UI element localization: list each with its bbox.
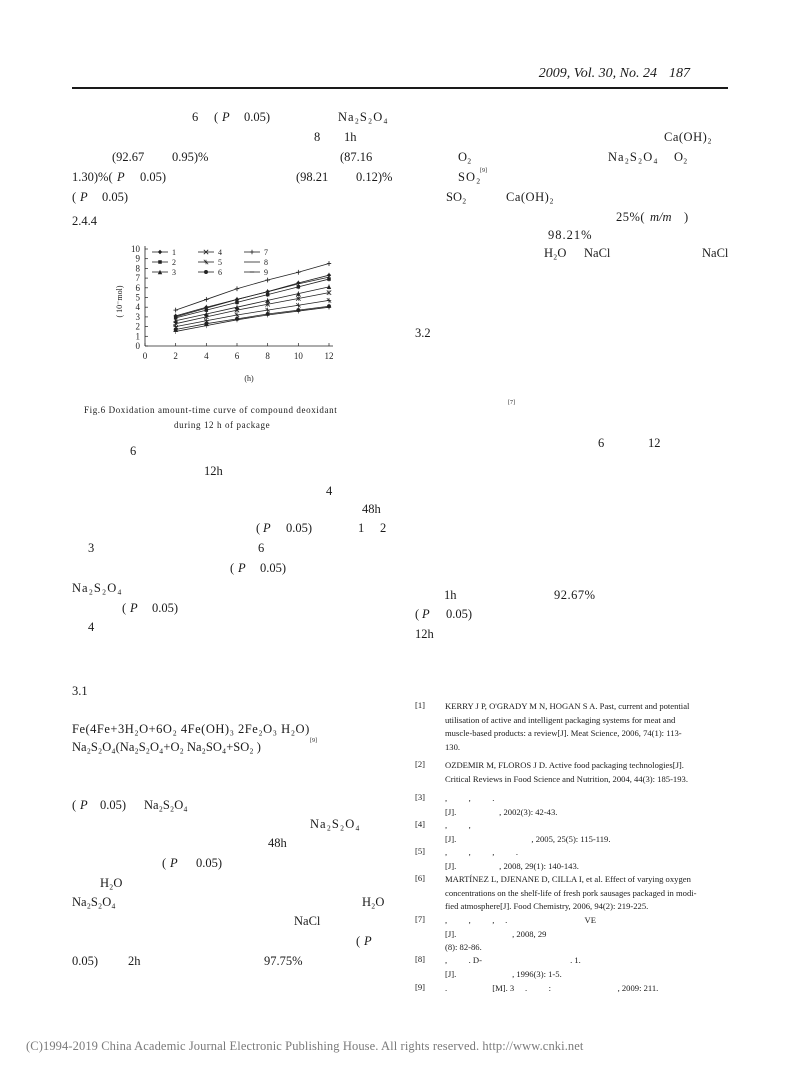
series-marker [296, 270, 300, 274]
legend-entry [244, 258, 268, 267]
text-fragment: 6 [598, 436, 605, 450]
text-fragment: 98.21% [548, 228, 593, 242]
series-line [176, 307, 329, 331]
section-number: 3.1 [72, 684, 88, 698]
text-fragment: (98.21 [296, 170, 329, 184]
text-fragment: 0.95)% [172, 150, 209, 164]
y-tick-label: 8 [135, 263, 140, 274]
text-fragment: ( [72, 798, 77, 812]
text-fragment: 12h [415, 627, 434, 641]
y-tick-label: 6 [135, 282, 140, 293]
text-fragment: 1.30)%( [72, 170, 113, 184]
legend-label: 6 [218, 268, 222, 277]
text-fragment: 1 [358, 521, 365, 535]
y-tick-label: 4 [135, 302, 140, 313]
p-value-symbol: P [222, 110, 230, 124]
text-fragment: ( [356, 934, 361, 948]
reference-line: . [M]. 3 . : , 2009: 211. [445, 983, 659, 993]
text-fragment: 0.05) [260, 561, 287, 575]
x-tick-label: 4 [204, 351, 209, 361]
chemical-formula: NaCl [294, 914, 321, 928]
text-fragment: 0.12)% [356, 170, 393, 184]
series-line [176, 279, 329, 318]
text-fragment: 0.05) [446, 607, 473, 621]
text-fragment: ( [214, 110, 219, 124]
y-tick-label: 9 [135, 253, 140, 264]
reference-number: [1] [415, 700, 426, 710]
text-fragment: 0.05) [140, 170, 167, 184]
text-fragment: m/m [650, 210, 672, 224]
series-marker [173, 308, 177, 312]
y-tick-label: 0 [135, 341, 140, 351]
reference-line: MARTÍNEZ L, DJENANE D, CILLA I, et al. Effect of varying oxygen [445, 874, 691, 884]
x-tick-label: 12 [324, 351, 334, 361]
text-fragment: 48h [362, 502, 381, 516]
reference-line: Critical Reviews in Food Science and Nutrition, 2004, 44(3): 185-193. [445, 773, 688, 784]
x-tick-label: 2 [173, 351, 178, 361]
reaction-equation-dithionite: Na₂S₂O₄(Na₂S₂O₄+O₂ Na₂SO₄+SO₂ ) [72, 740, 261, 754]
reference-line: fied atmosphere[J]. Food Chemistry, 2006, 94(2): 219-225. [445, 901, 649, 912]
text-fragment: 0.05) [100, 798, 127, 812]
text-fragment: 0.05) [72, 954, 99, 968]
series-marker [296, 303, 300, 307]
reference-number: [9] [415, 982, 426, 992]
reference-line: , , [445, 820, 471, 830]
copyright-footer: (C)1994-2019 China Academic Journal Electronic Publishing House. All rights reserved. http://www.cnki.net [26, 1039, 584, 1053]
reference-number: [5] [415, 846, 426, 856]
series-marker [158, 250, 162, 254]
chemical-formula: NaCl [702, 246, 729, 260]
chemical-formula: H₂O [544, 246, 567, 260]
section-number: 3.2 [415, 326, 431, 340]
x-axis-label: (h) [244, 374, 254, 383]
legend-entry [244, 268, 268, 277]
reference-line: , . D- . 1. [445, 955, 581, 965]
text-fragment: 97.75% [264, 954, 303, 968]
text-fragment: 1h [444, 588, 457, 602]
p-value-symbol: P [238, 561, 246, 575]
text-fragment: ( [162, 856, 167, 870]
text-fragment: 12 [648, 436, 661, 450]
legend-label: 3 [172, 268, 176, 277]
x-tick-label: 0 [142, 351, 148, 361]
header-rule [72, 87, 728, 89]
series-marker [204, 270, 208, 274]
y-tick-label: 3 [135, 311, 140, 322]
reference-line: 130. [445, 742, 461, 753]
citation: [9] [480, 168, 487, 174]
data-series-6 [174, 304, 331, 332]
text-fragment: 6 [192, 110, 199, 124]
legend-label: 4 [218, 248, 222, 257]
chemical-formula: SO₂ [446, 190, 467, 204]
reference-number: [3] [415, 792, 426, 802]
text-fragment: 2h [128, 954, 141, 968]
deoxidation-chart [100, 240, 350, 388]
reference-line: KERRY J P, O'GRADY M N, HOGAN S A. Past, current and potential [445, 701, 690, 711]
legend-entry [198, 268, 222, 277]
p-value-symbol: P [263, 521, 271, 535]
p-value-symbol: P [80, 190, 88, 204]
reference-line: (8): 82-86. [445, 942, 482, 953]
chemical-formula: Ca(OH)₂ [664, 130, 713, 144]
text-fragment: ( [72, 190, 77, 204]
p-value-symbol: P [130, 601, 138, 615]
text-fragment: 48h [268, 836, 287, 850]
y-tick-label: 5 [135, 292, 140, 303]
figure-caption-line-2: during 12 h of package [174, 420, 271, 430]
text-fragment: 4 [88, 620, 95, 634]
series-marker [204, 260, 208, 264]
chemical-formula: Na₂S₂O₄ [338, 110, 389, 124]
text-fragment: 92.67% [554, 588, 596, 602]
legend-entry [244, 248, 268, 257]
series-marker [265, 278, 269, 282]
reference-line: [J]. , 2005, 25(5): 115-119. [445, 833, 611, 844]
legend-entry [152, 248, 176, 257]
text-fragment: 2 [380, 521, 387, 535]
text-fragment: ( [122, 601, 127, 615]
legend-entry [152, 258, 176, 267]
chemical-formula: Na₂S₂O₄ [72, 581, 123, 595]
reference-number: [4] [415, 819, 426, 829]
data-series-2 [174, 277, 331, 321]
text-fragment: ( [230, 561, 235, 575]
text-fragment: 25%( [616, 210, 646, 224]
y-tick-label: 10 [131, 244, 140, 254]
legend-label: 8 [264, 258, 268, 267]
text-fragment: (87.16 [340, 150, 373, 164]
series-marker [250, 250, 254, 254]
text-fragment: 1h [344, 130, 357, 144]
chemical-formula: Na₂S₂O₄ [144, 798, 188, 812]
reference-number: [2] [415, 759, 426, 769]
chemical-formula: SO₂ [458, 170, 482, 184]
reference-line: muscle-based products: a review[J]. Meat Science, 2006, 74(1): 113- [445, 728, 682, 739]
x-tick-label: 10 [293, 351, 303, 361]
text-fragment: 0.05) [286, 521, 313, 535]
reference-line: [J]. , 1996(3): 1-5. [445, 968, 562, 979]
reaction-equation-iron: Fe(4Fe+3H₂O+6O₂ 4Fe(OH)₃ 2Fe₂O₃ H₂O) [72, 722, 310, 736]
reference-line: [J]. , 2008, 29(1): 140-143. [445, 860, 579, 871]
text-fragment: 8 [314, 130, 321, 144]
x-tick-label: 8 [265, 351, 270, 361]
text-fragment: 4 [326, 484, 333, 498]
figure-caption-line-1: Fig.6 Doxidation amount-time curve of compound deoxidant [84, 405, 338, 415]
text-fragment: ( [415, 607, 420, 621]
p-value-symbol: P [422, 607, 430, 621]
running-header [539, 66, 690, 82]
y-tick-label: 1 [135, 331, 140, 342]
p-value-symbol: P [170, 856, 178, 870]
reference-line: , , . [445, 793, 495, 803]
text-fragment: 0.05) [244, 110, 271, 124]
reference-line: [J]. , 2002(3): 42-43. [445, 806, 558, 817]
series-marker [158, 260, 162, 264]
citation: [7] [508, 400, 515, 406]
series-marker [235, 287, 239, 291]
page-number: 187 [669, 66, 690, 81]
series-line [176, 264, 329, 311]
p-value-symbol: P [80, 798, 88, 812]
legend-label: 5 [218, 258, 222, 267]
data-series-7 [173, 261, 331, 313]
text-fragment: 6 [258, 541, 265, 555]
reference-line: , , , . VE [445, 915, 596, 925]
text-fragment: 6 [130, 444, 137, 458]
text-fragment: 3 [88, 541, 95, 555]
reference-line: OZDEMIR M, FLOROS J D. Active food packaging technologies[J]. [445, 760, 684, 770]
reference-line: , , , . [445, 847, 519, 857]
chemical-formula: Ca(OH)₂ [506, 190, 555, 204]
p-value-symbol: P [117, 170, 125, 184]
citation: [9] [310, 738, 317, 744]
series-marker [204, 297, 208, 301]
legend-label: 7 [264, 248, 268, 257]
legend-entry [198, 258, 222, 267]
chemical-formula: H₂O [362, 895, 385, 909]
legend-entry [152, 268, 176, 277]
journal-issue: 2009, Vol. 30, No. 24 [538, 66, 657, 81]
text-fragment: 0.05) [196, 856, 223, 870]
reference-number: [6] [415, 873, 426, 883]
reference-line: utilisation of active and intelligent packaging systems for meat and [445, 714, 676, 725]
text-fragment: (92.67 [112, 150, 145, 164]
chemical-formula: Na₂S₂O₄ [310, 817, 361, 831]
chemical-formula: Na₂S₂O₄ [608, 150, 659, 164]
reference-number: [7] [415, 914, 426, 924]
text-fragment: 0.05) [102, 190, 129, 204]
series-marker [327, 298, 331, 302]
reference-number: [8] [415, 954, 426, 964]
y-tick-label: 2 [135, 321, 140, 332]
series-line [176, 300, 329, 326]
text-fragment: ) [684, 210, 689, 224]
chemical-formula: NaCl [584, 246, 611, 260]
p-value-symbol: P [364, 934, 372, 948]
x-tick-label: 6 [234, 351, 240, 361]
reference-line: concentrations on the shelf-life of fresh pork sausages packaged in modi- [445, 887, 697, 898]
legend-label: 1 [172, 248, 176, 257]
reference-line: [J]. , 2008, 29 [445, 928, 547, 939]
y-tick-label: 7 [135, 273, 140, 284]
text-fragment: ( [256, 521, 261, 535]
series-marker [327, 261, 331, 265]
chemical-formula: Na₂S₂O₄ [72, 895, 116, 909]
legend-label: 2 [172, 258, 176, 267]
y-axis-label: ( 10⁻mol) [115, 285, 124, 318]
legend-entry [198, 248, 222, 257]
chemical-formula: O₂ [674, 150, 688, 164]
section-number: 2.4.4 [72, 214, 97, 228]
text-fragment: 0.05) [152, 601, 179, 615]
text-fragment: 12h [204, 464, 223, 478]
series-line [176, 293, 329, 324]
chemical-formula: O₂ [458, 150, 472, 164]
legend-label: 9 [264, 268, 268, 277]
chart-axes [115, 244, 334, 383]
chemical-formula: H₂O [100, 876, 123, 890]
chart-legend [152, 248, 268, 277]
